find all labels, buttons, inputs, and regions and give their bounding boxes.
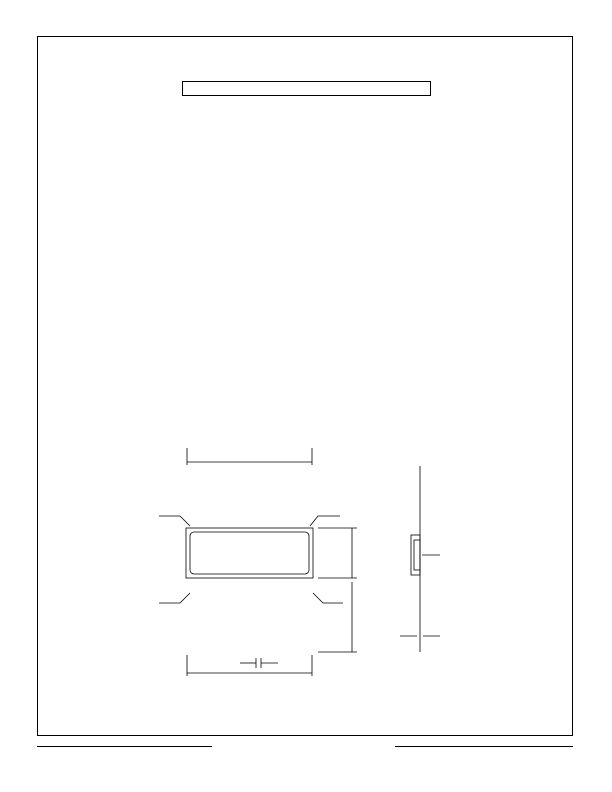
footer-rule-left (37, 746, 212, 747)
pin-table (182, 81, 431, 96)
package-drawing (0, 420, 612, 710)
package-body (186, 528, 313, 578)
package-lid (190, 532, 309, 574)
pin-table-header (183, 82, 431, 96)
footer-rule-right (395, 746, 573, 747)
